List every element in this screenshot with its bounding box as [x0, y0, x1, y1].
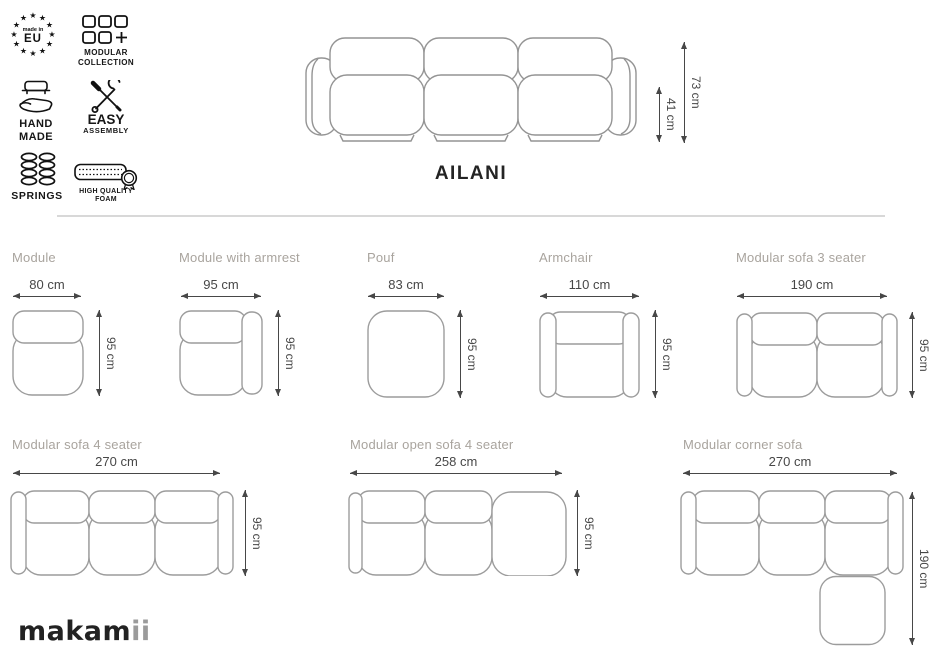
armchair-width-value: 110 cm: [568, 277, 611, 292]
svg-text:★: ★: [10, 30, 18, 39]
corner-width-value: 270 cm: [768, 454, 812, 469]
armchair-drawing: [539, 310, 640, 398]
sofa3-width-value: 190 cm: [790, 277, 834, 292]
brand-logo-dark: makam: [18, 616, 132, 647]
module-drawing: [12, 310, 84, 396]
pouf-drawing: [367, 310, 445, 398]
sofa3-depth-value: 95 cm: [917, 338, 931, 372]
module-armrest-depth-value: 95 cm: [283, 336, 297, 370]
sofa4-drawing: [10, 490, 234, 576]
corner-depth-value: 190 cm: [917, 548, 931, 589]
svg-text:★: ★: [12, 39, 21, 49]
sofa3-drawing: [736, 312, 898, 398]
pouf-width-value: 83 cm: [388, 277, 424, 292]
open4-drawing: [348, 490, 568, 576]
sofa4-width-value: 270 cm: [95, 454, 138, 469]
sofa3-width-arrow: [737, 296, 887, 297]
module-depth-arrow: [99, 310, 100, 396]
modular-collection-label: MODULAR COLLECTION: [78, 48, 134, 67]
easy-assembly-label: EASY ASSEMBLY: [83, 112, 129, 136]
svg-text:★: ★: [45, 20, 54, 30]
product-name-open4: Modular open sofa 4 seater: [350, 437, 514, 452]
easy-assembly-icon: [90, 80, 122, 114]
springs-label: SPRINGS: [11, 190, 63, 202]
module-depth-value: 95 cm: [104, 336, 118, 370]
corner-width-arrow: [683, 473, 897, 474]
svg-text:★: ★: [38, 46, 47, 56]
open4-depth-value: 95 cm: [582, 516, 596, 550]
armchair-width-arrow: [540, 296, 639, 297]
svg-text:★: ★: [29, 11, 37, 20]
svg-text:made in: made in: [22, 27, 44, 33]
sofa3-depth-arrow: [912, 312, 913, 398]
open4-depth-arrow: [577, 490, 578, 576]
sofa4-depth-arrow: [245, 490, 246, 576]
module-width-value: 80 cm: [29, 277, 65, 292]
springs-icon: [20, 152, 56, 186]
svg-text:★: ★: [19, 13, 28, 23]
high-quality-foam-label: HIGH QUALITY FOAM: [79, 188, 133, 204]
svg-text:★: ★: [48, 30, 56, 39]
module-armrest-drawing: [179, 310, 263, 396]
product-name-module-armrest: Module with armrest: [179, 250, 300, 265]
product-name-pouf: Pouf: [367, 250, 395, 265]
brand-logo-light: ii: [131, 616, 151, 647]
module-armrest-depth-arrow: [278, 310, 279, 396]
high-quality-foam-icon: [74, 160, 138, 190]
open4-width-value: 258 cm: [434, 454, 478, 469]
hero-total-height-value: 73 cm: [689, 76, 703, 109]
pouf-depth-value: 95 cm: [465, 337, 479, 371]
brand-logo: [18, 616, 151, 647]
product-name-sofa3: Modular sofa 3 seater: [736, 250, 866, 265]
armchair-depth-arrow: [655, 310, 656, 398]
pouf-width-arrow: [368, 296, 444, 297]
hero-seat-height-value: 41 cm: [664, 98, 678, 131]
armchair-depth-value: 95 cm: [660, 337, 674, 371]
hero-total-height-arrow: [684, 42, 685, 143]
hand-made-label: HAND MADE: [19, 118, 53, 144]
open4-width-arrow: [350, 473, 562, 474]
sofa4-width-arrow: [13, 473, 220, 474]
product-title: AILANI: [434, 163, 508, 184]
product-name-module: Module: [12, 250, 56, 265]
sofa4-depth-value: 95 cm: [250, 516, 264, 550]
module-width-arrow: [13, 296, 81, 297]
module-armrest-width-arrow: [181, 296, 261, 297]
svg-text:★: ★: [12, 20, 21, 30]
separator-line: [57, 215, 885, 217]
pouf-depth-arrow: [460, 310, 461, 398]
svg-text:★: ★: [19, 46, 28, 56]
corner-depth-arrow: [912, 492, 913, 645]
made-in-eu-icon: [8, 8, 58, 58]
hero-sofa-drawing: [304, 30, 638, 144]
modular-collection-icon: [82, 15, 128, 44]
module-armrest-width-value: 95 cm: [203, 277, 239, 292]
svg-text:★: ★: [45, 39, 54, 49]
svg-text:EU: EU: [24, 33, 42, 45]
hero-seat-height-arrow: [659, 87, 660, 142]
svg-text:★: ★: [38, 13, 47, 23]
product-name-armchair: Armchair: [539, 250, 593, 265]
hand-made-icon: [16, 80, 56, 116]
product-name-sofa4: Modular sofa 4 seater: [12, 437, 142, 452]
corner-sofa-drawing: [680, 490, 904, 648]
svg-text:★: ★: [29, 49, 37, 58]
product-name-corner: Modular corner sofa: [683, 437, 803, 452]
